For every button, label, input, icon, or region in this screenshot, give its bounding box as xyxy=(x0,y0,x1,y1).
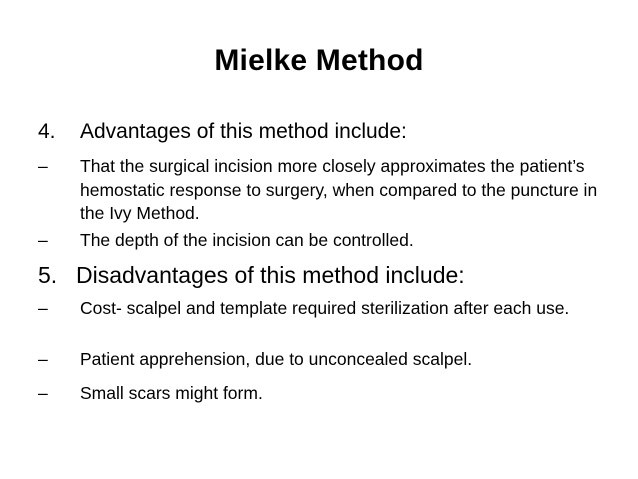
dash-bullet: – xyxy=(38,230,48,250)
section-disadvantages-heading xyxy=(38,259,618,291)
dash-bullet: – xyxy=(38,383,48,403)
section-number: 4. xyxy=(38,120,56,143)
bullet-text: That the surgical incision more closely approximates the patient’s hemostatic response to surgery, when compared to the puncture in the Ivy Method. xyxy=(80,156,598,223)
dash-bullet: – xyxy=(38,298,48,318)
list-item xyxy=(38,155,618,227)
bullet-text: Small scars might form. xyxy=(80,383,263,403)
dash-bullet: – xyxy=(38,156,48,176)
section-heading-text: Advantages of this method include: xyxy=(80,120,407,143)
section-heading-text: Disadvantages of this method include: xyxy=(76,262,465,288)
bullet-text: Patient apprehension, due to unconcealed scalpel. xyxy=(80,349,473,369)
dash-bullet: – xyxy=(38,349,48,369)
list-item xyxy=(38,229,618,253)
bullet-text: The depth of the incision can be controlled. xyxy=(80,230,414,250)
list-item xyxy=(38,297,618,345)
list-item xyxy=(38,382,618,406)
slide-title: Mielke Method xyxy=(214,44,424,77)
list-item xyxy=(38,348,618,372)
bullet-text: Cost- scalpel and template required sterilization after each use. xyxy=(80,298,570,318)
section-advantages-heading xyxy=(38,118,618,146)
section-number: 5. xyxy=(38,262,58,288)
